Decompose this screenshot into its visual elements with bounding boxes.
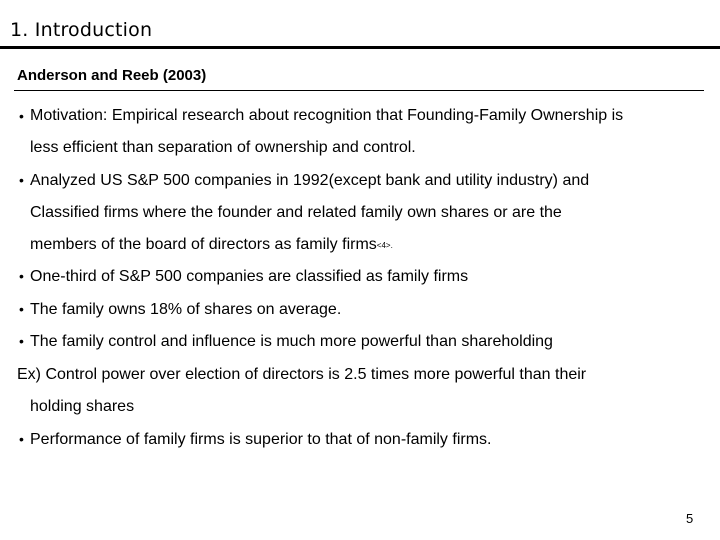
bullet-marker: • <box>19 301 24 317</box>
continuation-text: members of the board of directors as family firms <box>30 236 377 253</box>
slide-title: 1. Introduction <box>10 19 153 41</box>
reference-marker: <4>. <box>376 241 393 250</box>
bullet-marker: • <box>19 108 24 124</box>
bullet-text-continuation: Classified firms where the founder and related family own shares or are the <box>30 204 562 221</box>
bullet-text-continuation: less efficient than separation of ownership and control. <box>30 139 416 156</box>
bullet-text-family-owns: The family owns 18% of shares on average. <box>30 301 342 318</box>
example-text: Ex) Control power over election of directors is 2.5 times more powerful than their <box>17 366 587 383</box>
bullet-marker: • <box>19 333 24 349</box>
bullet-text-family-control: The family control and influence is much more powerful than shareholding <box>30 333 553 350</box>
section-subtitle: Anderson and Reeb (2003) <box>17 67 207 84</box>
bullet-marker: • <box>19 431 24 447</box>
bullet-marker: • <box>19 268 24 284</box>
bullet-text-analyzed: Analyzed US S&P 500 companies in 1992(except bank and utility industry) and <box>30 172 590 189</box>
bullet-text-motivation: Motivation: Empirical research about recognition that Founding-Family Ownership is <box>30 107 624 124</box>
bullet-text-continuation <box>30 235 393 256</box>
title-divider <box>0 46 720 49</box>
example-continuation: holding shares <box>30 398 135 415</box>
subtitle-divider <box>14 90 704 91</box>
bullet-marker: • <box>19 172 24 188</box>
bullet-text-performance: Performance of family firms is superior to that of non-family firms. <box>30 431 492 448</box>
bullet-text-one-third: One-third of S&P 500 companies are classified as family firms <box>30 268 469 285</box>
page-number: 5 <box>686 511 694 526</box>
